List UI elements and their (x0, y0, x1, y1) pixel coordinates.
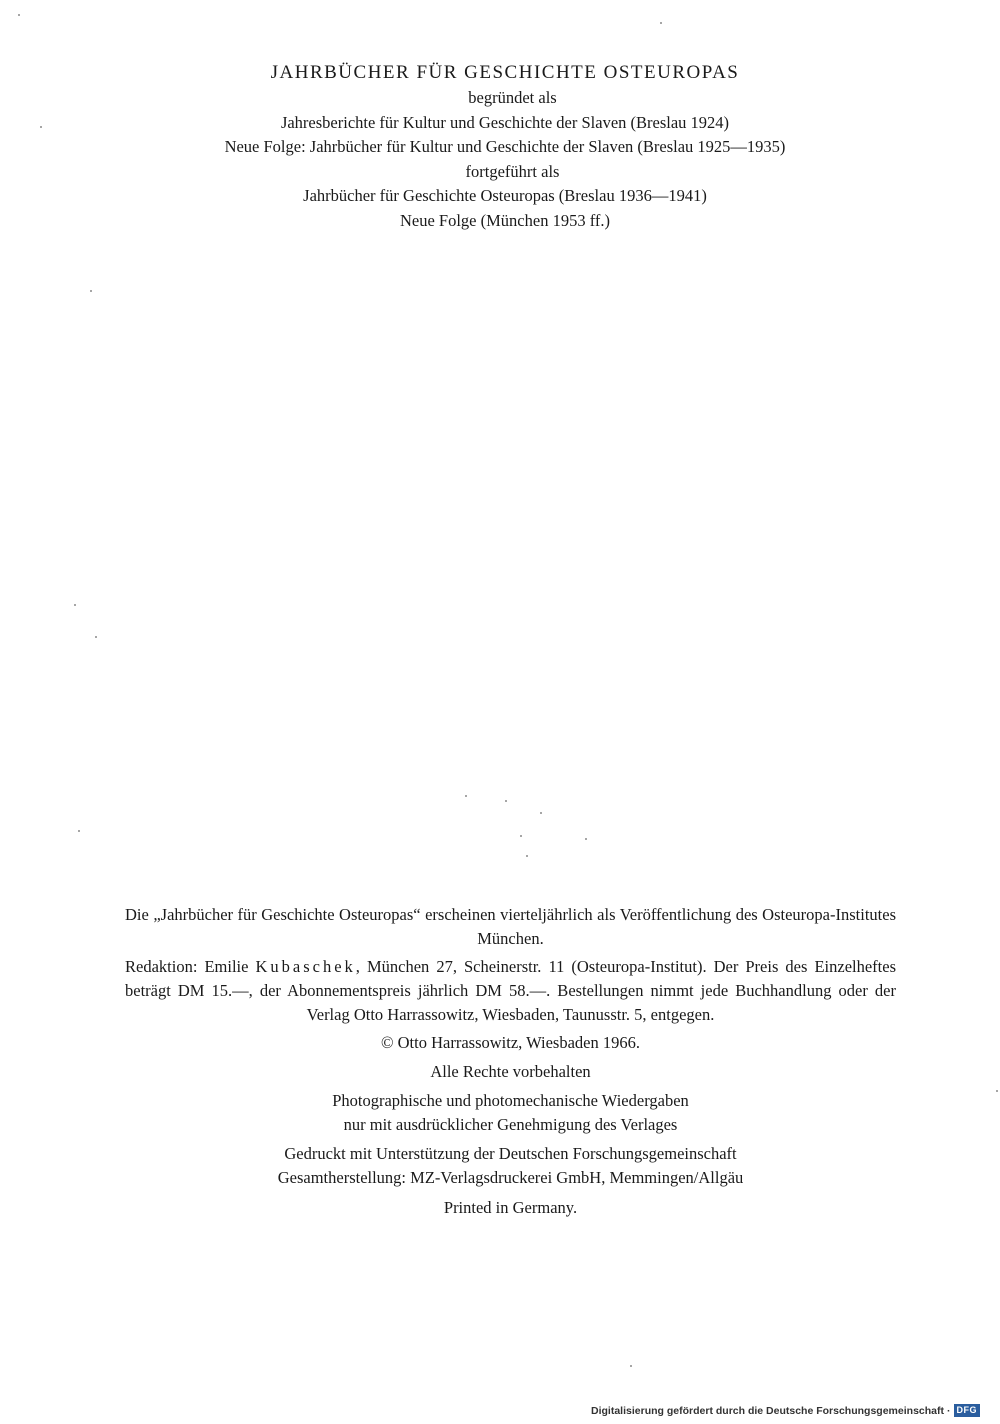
scan-speck (526, 855, 528, 857)
editor-surname: Kubaschek (255, 957, 356, 976)
scan-speck (40, 126, 42, 128)
scan-speck (74, 604, 76, 606)
copyright-line: © Otto Harrassowitz, Wiesbaden 1966. (380, 1033, 640, 1052)
header-line-new-series-2: Neue Folge (München 1953 ff.) (399, 210, 611, 230)
credit-text: Digitalisierung gefördert durch die Deutsche Forschungsgemeinschaft (591, 1404, 944, 1417)
credit-separator: · (947, 1404, 951, 1417)
header-line-new-series-1: Neue Folge: Jahrbücher für Kultur und Geschichte der Slaven (Breslau 1925—1935) (224, 137, 786, 156)
scan-speck (540, 812, 542, 814)
scan-speck (95, 636, 97, 638)
series-header (0, 60, 1000, 233)
editorial-info (125, 955, 896, 1027)
scan-speck (585, 838, 587, 840)
rights-line: Alle Rechte vorbehalten (430, 1062, 591, 1081)
dfg-logo-icon: DFG (954, 1404, 981, 1417)
digitization-credit (591, 1404, 980, 1417)
header-line-breslau: Jahrbücher für Geschichte Osteuropas (Breslau 1936—1941) (303, 186, 707, 205)
imprint-block (125, 903, 896, 1220)
scan-speck (90, 290, 92, 292)
scan-speck (630, 1365, 632, 1367)
publication-note: Die „Jahrbücher für Geschichte Osteuropas“ erscheinen vierteljährlich als Veröffentlichung des Osteuropa-Institutes München. (125, 905, 896, 948)
header-line-founded: begründet als (468, 88, 557, 107)
header-line-continued: fortgeführt als (465, 161, 560, 181)
series-title: JAHRBÜCHER FÜR GESCHICHTE OSTEUROPAS (270, 62, 740, 83)
scan-speck (996, 1090, 998, 1092)
scan-speck (505, 800, 507, 802)
scan-speck (465, 795, 467, 797)
scan-speck (78, 830, 80, 832)
production-line: Gesamtherstellung: MZ-Verlagsdruckerei GmbH, Memmingen/Allgäu (277, 1168, 744, 1187)
scan-speck (18, 14, 20, 16)
reproduction-line-1: Photographische und photomechanische Wiedergaben (332, 1091, 689, 1110)
header-line-original-title: Jahresberichte für Kultur und Geschichte der Slaven (Breslau 1924) (280, 112, 730, 132)
scan-speck (520, 835, 522, 837)
support-line: Gedruckt mit Unterstützung der Deutschen Forschungsgemeinschaft (284, 1144, 737, 1163)
editorial-rest: , München 27, Scheinerstr. 11 (Osteuropa-Institut). Der Preis des Einzelheftes beträgt DM 15.—, der Abonnementspreis jährlich DM 58.—. Bestellungen nimmt jede Buchhandlung oder der Verlag Otto Harrassowitz, Wiesbaden, Taunusstr. 5, entgegen. (125, 957, 896, 1024)
scan-speck (660, 22, 662, 24)
reproduction-line-2: nur mit ausdrücklicher Genehmigung des Verlages (343, 1115, 678, 1134)
editorial-prefix: Redaktion: Emilie (125, 957, 256, 976)
printed-in-line: Printed in Germany. (443, 1198, 578, 1217)
